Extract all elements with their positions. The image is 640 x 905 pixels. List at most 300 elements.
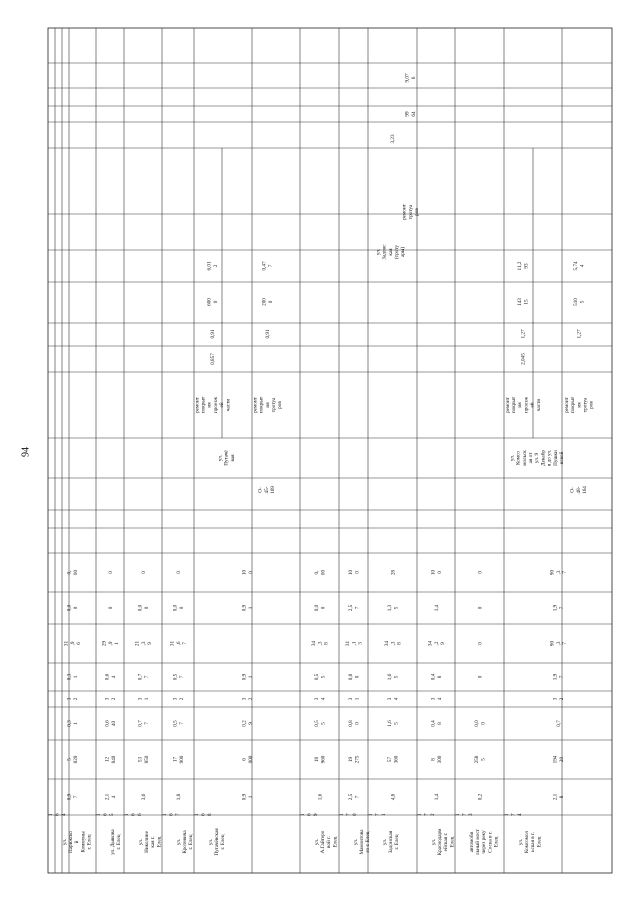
value-c5-line: 0 <box>354 675 361 679</box>
work-type-line: покрыт <box>570 396 577 414</box>
value-c2-line: 18 <box>314 756 321 763</box>
value-c6 <box>170 641 188 647</box>
value-c8-line: 0 <box>175 571 182 574</box>
value-c2-line: 960 <box>320 755 327 764</box>
row-index-digit: 7 <box>175 813 181 816</box>
row-index <box>368 813 387 816</box>
value-c6-line: 7 <box>562 642 568 645</box>
value-c4-line: 3 <box>137 697 144 701</box>
value-c4 <box>242 697 254 700</box>
value-c8-line: 0 <box>436 571 443 574</box>
value-c7 <box>348 604 360 611</box>
value-c6-line: ,1 <box>351 641 358 646</box>
work-cost-line: 0,47 <box>261 261 268 271</box>
value-c8-line: 0 <box>140 571 147 574</box>
value-c8-line: 00 <box>72 569 79 576</box>
value-c3-line: 9 <box>247 722 254 725</box>
row-index-digit: 1 <box>339 813 345 816</box>
street-name-line: льный мост <box>475 829 481 855</box>
value-c3-line: 1,6 <box>387 720 394 727</box>
work-type-line: покрыт <box>511 396 517 414</box>
row-index-digit: 1 <box>504 813 510 816</box>
right-value-3-line: 6 <box>410 76 417 80</box>
value-c7 <box>553 604 565 611</box>
value-c4 <box>314 697 326 700</box>
row-index-digit: 1 <box>455 813 461 816</box>
work-width-line: 1,27 <box>576 329 583 339</box>
row-index <box>96 813 115 816</box>
value-c7-line: 1,3 <box>387 604 394 612</box>
value-c1-line: 1,8 <box>175 793 182 801</box>
value-c2-line: 275 <box>354 755 361 764</box>
value-c6-line: ,3 <box>555 641 562 646</box>
street-name-line: ул. <box>381 838 388 846</box>
value-c5-line: 1,9 <box>552 673 559 681</box>
value-c8-line: 90 <box>549 569 556 576</box>
value-c8 <box>141 571 147 574</box>
value-c1-line: 0,9 <box>66 793 73 801</box>
value-c3 <box>67 720 79 727</box>
work-type-line: покрыт <box>200 396 207 414</box>
work-type <box>194 396 231 413</box>
value-c6 <box>550 641 568 647</box>
work-type-line: проезж <box>523 397 530 413</box>
page-number: 94 <box>20 447 32 457</box>
road-name-line: нской <box>559 451 565 465</box>
road-code-line: О- <box>569 487 576 493</box>
value-c8-line: 10 <box>430 569 437 576</box>
value-c6-line: 31 <box>169 640 176 647</box>
work-type-line: ия <box>206 402 213 408</box>
value-c1 <box>141 793 147 800</box>
street-name-line: г. Елец <box>220 834 227 850</box>
value-c3-line: 5 <box>320 722 327 725</box>
value-c6-line: ,3 <box>317 641 324 646</box>
street-name-line: Краснодарм <box>437 828 443 856</box>
work-area-line: 15 <box>523 299 530 305</box>
row-index <box>194 813 213 816</box>
row-index-digit: 6 <box>306 813 313 816</box>
street-name-line: автомоби <box>468 831 475 853</box>
value-c5-line: 4 <box>110 675 117 679</box>
work-type <box>505 396 542 413</box>
work-area <box>207 298 219 306</box>
work-cost-line: 7 <box>267 264 274 268</box>
work-cost-line: 6,01 <box>206 261 213 271</box>
row-index-digit: 8 <box>207 813 213 816</box>
value-c1-line: 1,4 <box>433 793 440 801</box>
value-c5-line: 1,6 <box>387 673 394 681</box>
value-c7-line: 5 <box>393 606 400 610</box>
value-c4-line: 3 <box>66 697 73 701</box>
value-c3-line: 8 <box>436 722 443 725</box>
street-name <box>382 830 400 853</box>
value-c5 <box>105 673 117 680</box>
street-name-line: вой г. <box>326 836 333 848</box>
work-length <box>210 353 216 365</box>
work-width <box>520 329 526 338</box>
road-name-line: я до ул. <box>546 449 553 467</box>
value-c3-line: 0,4 <box>430 720 437 727</box>
row-index-digit: 7 <box>345 813 352 816</box>
value-c2 <box>67 755 79 763</box>
value-c8-line: 0 <box>247 571 254 574</box>
value-c6-line: 31 <box>345 640 352 647</box>
value-c6-line: ,9 <box>69 641 76 646</box>
road-name-line: ул. <box>217 454 224 462</box>
right-street-line: Задонс <box>381 244 388 260</box>
value-c4 <box>553 697 565 700</box>
value-c5-line: 0,9 <box>241 673 248 681</box>
value-c2-line: 53 <box>137 756 144 763</box>
right-street-line: ул. <box>375 248 382 256</box>
value-c4 <box>67 697 79 700</box>
street-name-line: через реку <box>481 830 488 854</box>
value-c2-line: 850 <box>143 755 150 764</box>
value-c4-line: 4 <box>436 697 443 701</box>
street-name-line: Елец <box>536 836 543 848</box>
value-c3-line: 0,7 <box>555 720 562 727</box>
value-c5-line: 7 <box>143 675 150 679</box>
street-name-line: ейская г. <box>443 832 450 852</box>
road-name-line: вая <box>229 454 236 462</box>
value-c7-line: 0 <box>107 606 114 610</box>
value-c7-line: 0 <box>477 606 484 610</box>
value-c2-line: 000 <box>247 755 254 764</box>
value-c7 <box>387 604 399 611</box>
value-c3-line: 1 <box>72 722 79 725</box>
value-c4 <box>431 697 443 700</box>
row-index <box>124 813 143 816</box>
street-name-line: Николине <box>144 831 150 853</box>
value-c1 <box>176 793 182 800</box>
value-c1-line: 0,9 <box>241 793 248 801</box>
row-index-digit: 6 <box>130 813 137 816</box>
value-c5-line: 5 <box>320 675 327 679</box>
value-c8-line: 28 <box>390 569 397 576</box>
value-c5-line: 0,8 <box>348 673 355 681</box>
value-c6-line: 34 <box>427 640 434 647</box>
value-c6 <box>384 641 402 647</box>
row-index-digit: 6 <box>102 813 109 816</box>
street-name-line: Комсомол <box>524 830 530 854</box>
value-c3-line: 0 <box>480 722 487 725</box>
work-type-line: ремонт <box>252 397 259 413</box>
work-area-line: 200 <box>261 298 268 306</box>
value-c7-line: 1,4 <box>433 604 440 612</box>
work-area-line: 0 <box>267 300 274 304</box>
value-c1-line: 2,1 <box>552 793 559 801</box>
row-index <box>339 813 358 816</box>
value-c6-line: 6 <box>76 642 82 645</box>
value-c2-line: 57 <box>387 756 394 763</box>
value-c3-line: 40 <box>110 720 117 727</box>
value-c8-line: 7 <box>562 571 568 574</box>
street-name-line: Коммуны <box>80 831 87 853</box>
road-name <box>509 450 565 467</box>
value-c2-line: 8 <box>430 758 437 761</box>
street-name-line: кая г. <box>150 836 157 848</box>
value-c2 <box>553 755 565 763</box>
right-value-2 <box>405 111 417 117</box>
work-cost <box>207 261 219 270</box>
value-c1 <box>553 793 565 800</box>
value-c5-line: 5 <box>393 675 400 679</box>
value-c2-line: 5 <box>480 758 487 761</box>
work-area-line: 5 <box>579 300 586 304</box>
value-c6-line: 31 <box>63 640 70 647</box>
value-c6 <box>311 641 329 647</box>
value-c8 <box>348 570 360 576</box>
street-name-line: ул. <box>137 838 144 846</box>
row-index-digit: 6 <box>137 813 143 816</box>
value-c7-line: 0 <box>143 606 150 610</box>
value-c3-line: 0,6 <box>104 720 111 727</box>
value-c2-line: 300 <box>436 755 443 764</box>
work-area-line: 510 <box>573 298 580 306</box>
value-c8-line: 0 <box>354 571 361 574</box>
row-index <box>504 813 523 816</box>
value-c1 <box>434 793 440 800</box>
row-index-digit: 7 <box>461 813 468 816</box>
work-width-line: 0,91 <box>209 329 216 339</box>
value-c7-line: 0 <box>320 606 327 610</box>
value-c3-line: 0,8 <box>348 720 355 727</box>
value-c4 <box>173 697 185 700</box>
value-c8 <box>431 570 443 576</box>
value-c7-line: 0 <box>72 606 79 610</box>
right-street-line: ары) <box>400 246 407 258</box>
street-name-line: Елец <box>332 836 339 848</box>
value-c2-line: 5 <box>66 758 73 761</box>
value-c5 <box>348 673 360 680</box>
road-name-line: Комсо <box>515 451 522 465</box>
value-c7 <box>477 606 483 609</box>
row-index-digit: 1 <box>381 813 387 816</box>
street-name <box>314 830 339 853</box>
value-c1-line: 2,1 <box>104 793 111 801</box>
value-c5 <box>314 673 326 680</box>
street-name-line: Елец <box>449 836 456 848</box>
work-cost-line: 93 <box>523 263 530 269</box>
value-c6-line: 7 <box>182 642 188 645</box>
road-code <box>258 486 276 494</box>
work-area-line: 600 <box>206 298 213 306</box>
value-c5 <box>553 673 565 680</box>
value-c3 <box>348 720 360 727</box>
road-name-line: Пушки <box>552 450 559 466</box>
road-code-line: 164 <box>582 486 588 494</box>
work-cost-line: 5,74 <box>573 261 580 271</box>
work-type <box>564 396 595 413</box>
work-type-line: проезж <box>212 397 219 413</box>
value-c5 <box>477 675 483 678</box>
value-c8 <box>108 571 114 574</box>
value-c2-line: 360 <box>393 755 400 764</box>
value-c4-line: 3 <box>552 697 559 701</box>
value-c4-line: 2 <box>178 697 185 701</box>
value-c7-line: 1,9 <box>552 604 559 612</box>
value-c6-line: 8 <box>396 642 403 645</box>
right-value-2-line: 99 <box>404 111 411 117</box>
value-c2 <box>474 755 486 763</box>
road-name-line: ул. 9 <box>534 452 541 464</box>
value-c5-line: 0,5 <box>172 673 179 681</box>
work-area-line: 143 <box>517 298 524 306</box>
value-c3 <box>474 720 486 727</box>
value-c2 <box>431 755 443 763</box>
value-c1-line: 7 <box>72 795 79 799</box>
value-c4-line: 1 <box>354 697 361 701</box>
road-name-line: ул. <box>509 454 516 462</box>
work-type-line: ия <box>264 402 271 408</box>
value-c8 <box>550 570 568 576</box>
street-name <box>138 830 163 852</box>
row-index-digit: 1 <box>162 813 168 816</box>
value-c8-line: 10 <box>241 569 248 576</box>
value-c6 <box>345 641 363 647</box>
value-c7-line: 0,0 <box>137 604 144 612</box>
value-c7-line: 7 <box>558 606 565 610</box>
value-c7 <box>138 604 150 611</box>
value-c2-line: 258 <box>474 755 481 764</box>
value-c6-line: ,6 <box>175 641 182 646</box>
row-index-digit: 7 <box>510 813 517 816</box>
street-name-line: ул. <box>430 838 437 846</box>
value-c8-line: 0 <box>477 571 484 574</box>
value-c1-line: 4,8 <box>390 793 397 801</box>
right-value-3-line: 9,07 <box>404 73 411 83</box>
value-c6-line: ,2 <box>433 641 440 646</box>
value-c2-line: 19 <box>348 756 355 763</box>
value-c6-line: 21 <box>134 640 141 647</box>
work-type-line: тротуа <box>271 397 277 413</box>
value-c1-line: 8 <box>558 795 565 799</box>
value-c7-line: 0,0 <box>172 604 179 612</box>
value-c5-line: 7 <box>178 675 185 679</box>
value-c2 <box>314 755 326 763</box>
value-c3-line: 7 <box>143 722 150 725</box>
road-name-line: ая от <box>528 452 534 464</box>
value-c8 <box>314 570 326 576</box>
work-type-line: части <box>535 398 542 412</box>
street-name <box>208 828 226 856</box>
right-street-line: кая <box>387 248 394 256</box>
table-cells <box>48 73 595 856</box>
street-name <box>518 831 543 854</box>
street-name-line: ул. <box>517 838 524 846</box>
road-code-line: 169 <box>270 486 276 494</box>
value-c5-line: 0,7 <box>137 673 144 681</box>
work-width-line: 0,91 <box>264 329 271 339</box>
value-c1 <box>317 793 323 800</box>
value-c6-line: 34 <box>311 640 318 647</box>
road-name-line: мольск <box>521 450 528 466</box>
value-c5-line: 0,5 <box>314 673 321 681</box>
value-c8 <box>176 571 182 574</box>
work-width <box>576 329 582 338</box>
street-name <box>353 829 371 855</box>
value-c4-line: 3 <box>172 697 179 701</box>
value-c2 <box>105 755 117 763</box>
road-code <box>570 486 588 494</box>
work-type-line: ей <box>219 402 226 408</box>
value-c1 <box>390 793 396 800</box>
value-c6-line: 8 <box>323 642 330 645</box>
value-c7-line: 0,0 <box>66 604 73 612</box>
row-index <box>48 813 67 816</box>
value-c4-line: 3 <box>387 697 394 701</box>
value-c4-line: 2 <box>72 697 79 701</box>
value-c4 <box>387 697 399 700</box>
value-c3-line: 5 <box>393 722 400 725</box>
street-name <box>110 829 122 855</box>
right-work-type-line: ремонт <box>401 204 408 220</box>
value-c1-line: 2,5 <box>348 793 355 801</box>
street-name-line: ул. <box>207 838 214 846</box>
road-name-line: Декабр <box>540 450 547 466</box>
row-index-digit: 1 <box>300 813 306 816</box>
row-index-digit: 0 <box>352 813 358 816</box>
right-work-type-line: тротуа <box>407 204 414 220</box>
value-c5-line: 7 <box>558 675 565 679</box>
value-c2-line: 900 <box>178 755 185 764</box>
value-c5-line: 0 <box>477 675 484 679</box>
work-type-line: ров <box>277 401 284 409</box>
value-c5-line: 8 <box>436 675 443 679</box>
row-index-digit: 2 <box>430 813 436 816</box>
street-name-line: г. Елец <box>188 834 195 850</box>
row-index-digit: 6 <box>54 813 61 816</box>
row-index-digit: 1 <box>48 813 54 816</box>
street-name-line: ул. Дьякова <box>109 829 116 855</box>
value-c6-line: 29 <box>101 640 108 647</box>
value-c7-line: 0 <box>178 606 185 610</box>
value-c1-line: 3,6 <box>140 793 147 801</box>
road-code-line: О- <box>257 487 264 493</box>
right-street <box>375 244 406 260</box>
work-area <box>517 298 529 306</box>
work-length <box>520 353 526 365</box>
street-name-line: Сосна в г. <box>487 831 494 853</box>
value-c6 <box>477 642 483 645</box>
street-name-line: Парижско <box>68 830 74 854</box>
value-c6-line: 9 <box>147 642 153 645</box>
value-c1-line: 7 <box>354 795 361 799</box>
right-value-1-line: 3,23 <box>389 134 396 144</box>
right-value-2-line: 64 <box>410 111 417 117</box>
work-type-line: ремонт <box>504 397 511 413</box>
value-c4 <box>138 697 150 700</box>
street-name-line: го г. Елец <box>365 831 372 853</box>
value-c4 <box>105 697 117 700</box>
work-length-line: 2,045 <box>520 353 527 365</box>
value-c3 <box>173 720 185 727</box>
work-type <box>252 396 283 413</box>
value-c3-line: 0,3 <box>66 720 73 727</box>
value-c3-line: 0,5 <box>314 720 321 727</box>
row-index-digit: 1 <box>96 813 102 816</box>
value-c2-line: 12 <box>104 756 111 763</box>
work-length-line: 0,857 <box>209 353 216 365</box>
row-index-digit: 1 <box>194 813 200 816</box>
value-c7-line: 2,5 <box>348 604 355 612</box>
street-name <box>176 830 194 854</box>
value-c3 <box>387 720 399 727</box>
row-index-digit: 1 <box>417 813 423 816</box>
row-index-digit: 3 <box>468 813 474 816</box>
row-index <box>417 813 436 816</box>
